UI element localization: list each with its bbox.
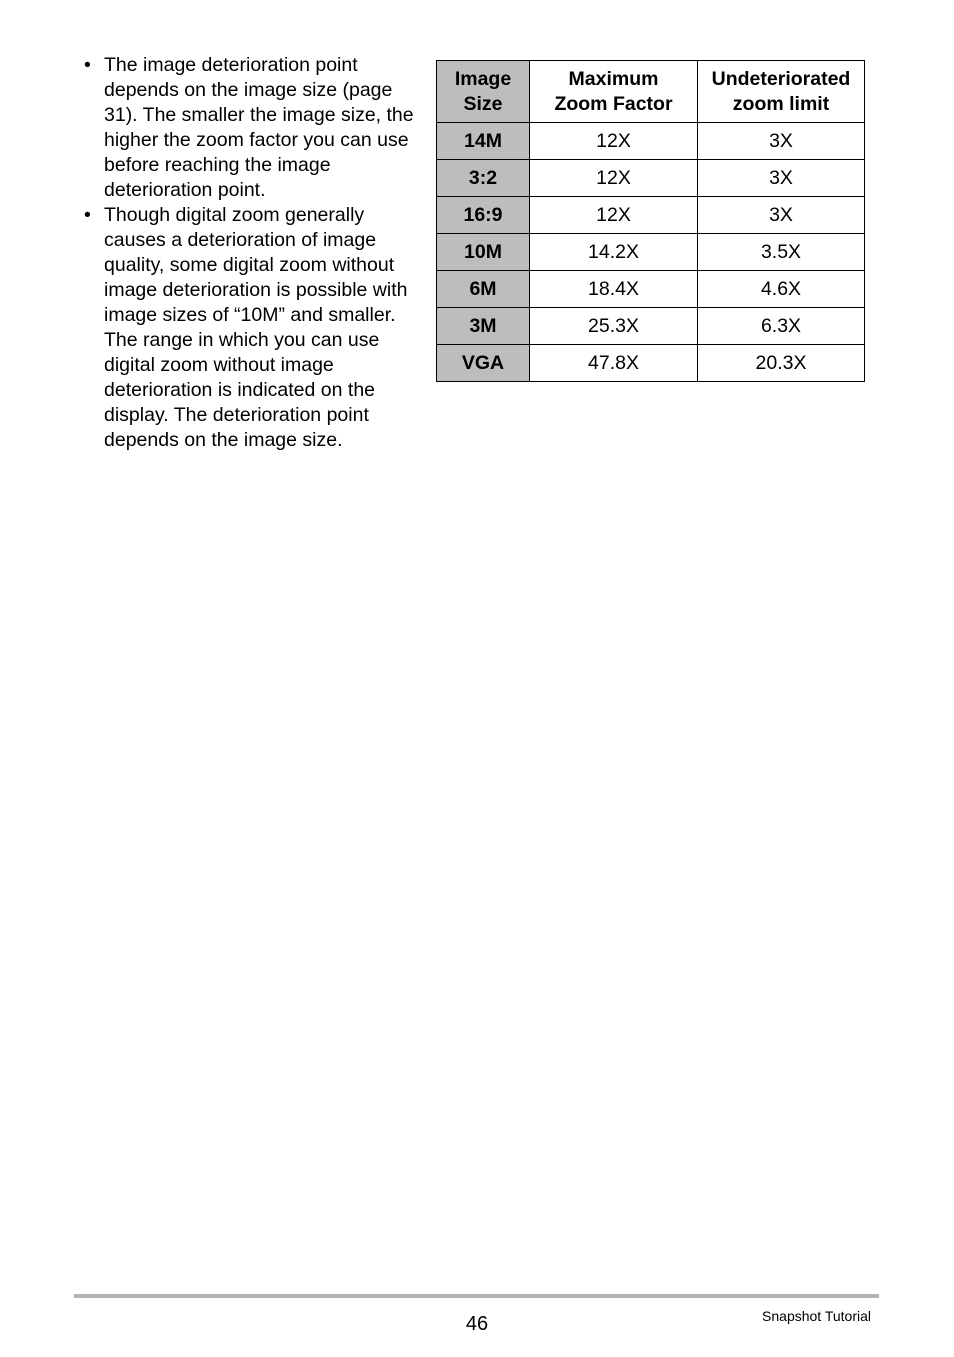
bullet-dot: • — [84, 54, 91, 76]
table-header-row — [437, 61, 865, 123]
cell-max-zoom: 47.8X — [530, 345, 698, 382]
header-max-zoom — [530, 61, 698, 123]
footer-section-title: Snapshot Tutorial — [762, 1308, 871, 1324]
table-row — [437, 160, 865, 197]
cell-image-size: 3:2 — [437, 160, 530, 197]
cell-image-size: 14M — [437, 123, 530, 160]
table-row — [437, 234, 865, 271]
cell-max-zoom: 14.2X — [530, 234, 698, 271]
cell-limit: 6.3X — [698, 308, 865, 345]
header-undeteriorated-limit — [698, 61, 865, 123]
bullet-text: Though digital zoom generally causes a deterioration of image quality, some digital zoom without image deterioration is possible with image sizes of “10M” and smaller. The range in which you can use digital zoom without image deterioration is indicated on the display. The deterioration point depends on the image size. — [104, 204, 408, 451]
cell-max-zoom: 12X — [530, 197, 698, 234]
cell-max-zoom: 25.3X — [530, 308, 698, 345]
cell-limit: 3.5X — [698, 234, 865, 271]
zoom-factor-table — [436, 60, 865, 382]
table-row — [437, 271, 865, 308]
notes-column — [84, 53, 414, 453]
header-line: Image — [454, 67, 512, 90]
cell-limit: 3X — [698, 123, 865, 160]
bullet-item — [84, 53, 414, 203]
cell-max-zoom: 12X — [530, 123, 698, 160]
cell-image-size: 10M — [437, 234, 530, 271]
footer-rule — [74, 1294, 879, 1298]
cell-max-zoom: 18.4X — [530, 271, 698, 308]
table-row — [437, 197, 865, 234]
header-line: Zoom Factor — [554, 92, 673, 115]
bullet-dot: • — [84, 204, 91, 226]
cell-limit: 20.3X — [698, 345, 865, 382]
cell-max-zoom: 12X — [530, 160, 698, 197]
cell-image-size: 3M — [437, 308, 530, 345]
cell-limit: 4.6X — [698, 271, 865, 308]
table-row — [437, 345, 865, 382]
bullet-text: The image deterioration point depends on the image size (page 31). The smaller the image size, the higher the zoom factor you can use before reaching the image deterioration point. — [104, 54, 414, 201]
cell-image-size: VGA — [437, 345, 530, 382]
header-line: zoom limit — [732, 92, 830, 115]
bullet-list — [84, 53, 414, 453]
cell-image-size: 16:9 — [437, 197, 530, 234]
cell-image-size: 6M — [437, 271, 530, 308]
header-line: Size — [463, 92, 503, 115]
page-number: 46 — [465, 1313, 489, 1335]
cell-limit: 3X — [698, 160, 865, 197]
header-image-size — [437, 61, 530, 123]
bullet-item — [84, 203, 414, 453]
header-line: Maximum — [568, 67, 659, 90]
table-row — [437, 308, 865, 345]
header-line: Undeteriorated — [711, 67, 851, 90]
table-row — [437, 123, 865, 160]
cell-limit: 3X — [698, 197, 865, 234]
